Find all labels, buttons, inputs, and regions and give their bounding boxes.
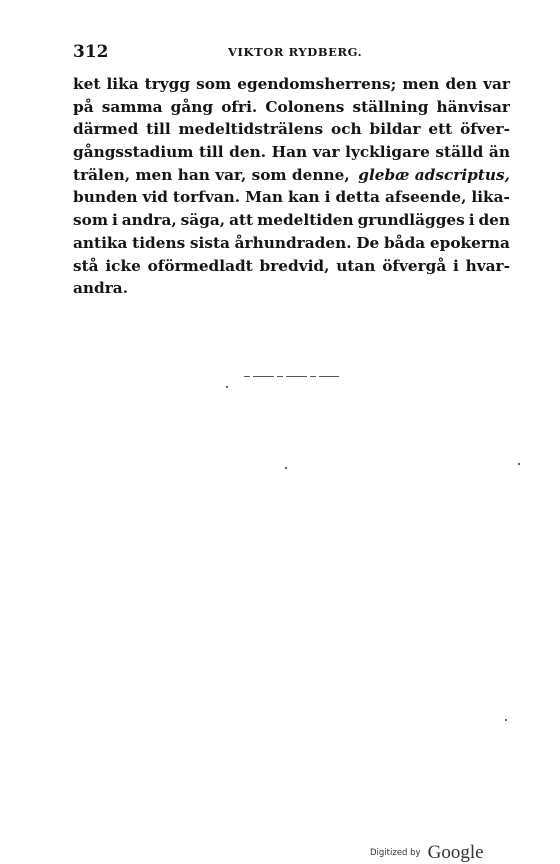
word: utan	[336, 256, 376, 275]
word: De	[356, 233, 380, 252]
word: den	[478, 211, 510, 230]
word: i	[111, 211, 118, 230]
word: i	[468, 211, 475, 230]
word: ett	[428, 120, 453, 139]
running-head: VIKTOR RYDBERG.	[228, 45, 363, 59]
word: vid	[142, 188, 168, 207]
word: gångsstadium	[73, 143, 194, 162]
text-line	[73, 118, 510, 141]
word: i	[453, 256, 459, 275]
page-number: 312	[73, 42, 109, 62]
word: stå	[73, 256, 99, 275]
word: oförmedladt	[147, 256, 253, 275]
word: hänvisar	[436, 97, 510, 116]
text-line	[73, 255, 510, 278]
word: lika-	[471, 188, 510, 207]
faint-rule-fragment	[244, 376, 339, 377]
word: Colonens	[265, 97, 345, 116]
word: grundlägges	[357, 211, 465, 230]
word: som	[73, 211, 109, 230]
digitized-by-label: Digitized by	[370, 848, 421, 858]
word: på	[73, 97, 94, 116]
text-line	[73, 232, 510, 255]
word: medeltidsträlens	[178, 120, 324, 139]
word: till	[199, 143, 224, 162]
word: därmed	[73, 120, 139, 139]
scan-speck	[505, 719, 507, 721]
text-line	[73, 186, 510, 209]
word: århundraden.	[234, 233, 352, 252]
word: att	[229, 211, 254, 230]
text-line	[73, 141, 510, 164]
google-logo-text: Google	[427, 842, 484, 863]
page-header	[73, 42, 510, 64]
word: öfver-	[460, 120, 510, 139]
text-line: andra.	[73, 279, 129, 298]
word: Han	[271, 143, 308, 162]
word: kan	[288, 188, 320, 207]
word: egendomsherrens;	[237, 75, 397, 93]
text-line	[73, 96, 510, 119]
word: hvar-	[465, 256, 510, 275]
word: detta	[335, 188, 380, 207]
word: öfvergå	[382, 256, 447, 275]
word: lyckligare	[345, 143, 430, 162]
word: samma	[101, 97, 163, 116]
word: ställd	[435, 143, 484, 162]
word: bildar	[369, 120, 421, 139]
word: epokerna	[429, 233, 510, 252]
word: båda	[383, 233, 426, 252]
word: än	[488, 143, 510, 162]
word: men	[402, 75, 440, 93]
word: torfvan.	[172, 188, 241, 207]
scan-speck	[285, 467, 287, 469]
word: som	[196, 75, 232, 93]
text-line	[73, 73, 510, 96]
word: till	[146, 120, 171, 139]
word: bredvid,	[259, 256, 330, 275]
word: den	[445, 75, 478, 93]
text-line	[73, 209, 510, 232]
word: bunden	[73, 188, 138, 207]
word: sista	[189, 233, 230, 252]
word: lika	[106, 75, 139, 93]
word: trygg	[144, 75, 191, 93]
word: ofri.	[221, 97, 258, 116]
word: i	[324, 188, 331, 207]
text-line-segment: trälen, men han var, som denne,	[73, 165, 350, 184]
italic-latin-phrase: glebæ adscriptus,	[358, 165, 510, 184]
text-line-with-italic	[73, 164, 510, 187]
word: ställning	[352, 97, 429, 116]
word: och	[331, 120, 362, 139]
word: var	[483, 75, 510, 93]
digitized-by-google-watermark	[370, 842, 484, 864]
word: den.	[229, 143, 267, 162]
word: säga,	[180, 211, 226, 230]
word: afseende,	[384, 188, 467, 207]
word: ket	[73, 75, 101, 93]
word: Man	[245, 188, 284, 207]
scan-speck	[226, 386, 228, 388]
word: gång	[170, 97, 214, 116]
body-paragraph	[73, 73, 510, 300]
word: antika	[73, 233, 128, 252]
scan-speck	[518, 463, 520, 465]
word: var	[312, 143, 340, 162]
word: andra,	[121, 211, 177, 230]
word: icke	[105, 256, 141, 275]
word: medeltiden	[257, 211, 354, 230]
word: tidens	[132, 233, 186, 252]
